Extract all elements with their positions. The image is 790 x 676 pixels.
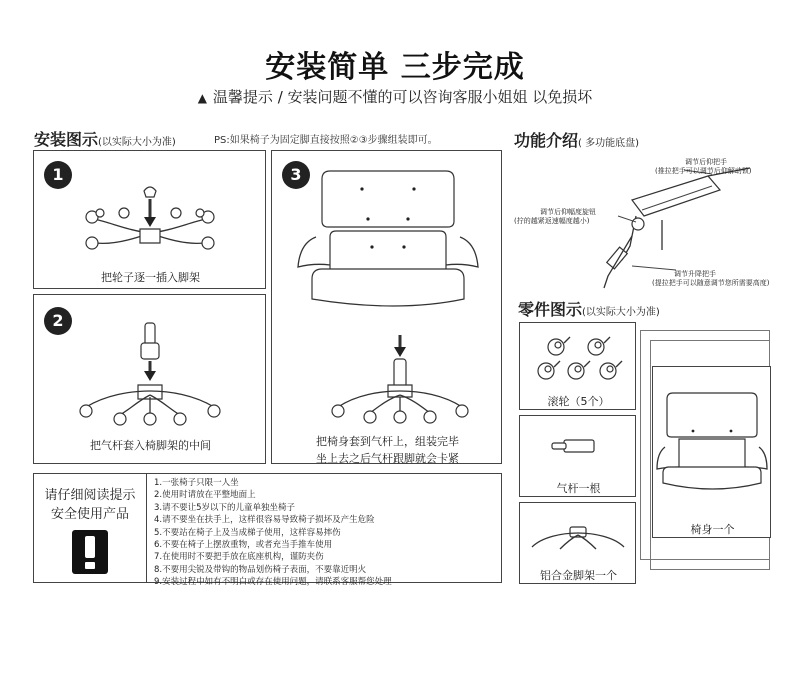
feature-label-height-handle-title: 调节升降把手: [674, 270, 716, 278]
step-2-number: 2: [44, 307, 72, 335]
feature-label-recline-handle-note: (推拉把手可以调节后仰解动锁): [655, 167, 752, 175]
part-chair-body-panel: [652, 366, 771, 538]
part-gas-lift-label: 气杆一根: [556, 482, 601, 495]
feature-label-height-handle-note: (提拉把手可以随意调节您所需要高度): [652, 279, 770, 287]
step-1-caption: 把轮子逐一插入脚架: [101, 271, 200, 284]
safety-rule: 3.请不要让5岁以下的儿童单独坐椅子: [154, 502, 296, 513]
step-3-caption-line1: 把椅身套到气杆上，组装完毕: [316, 435, 459, 448]
safety-title-line2: 安全使用产品: [50, 507, 129, 522]
subtitle-text: 温馨提示 / 安装问题不懂的可以咨询客服小姐姐 以免损坏: [212, 88, 593, 106]
step-3-caption-line2: 坐上去之后气杆跟脚就会卡紧: [316, 452, 459, 465]
install-heading-note: (以实际大小为准): [98, 137, 176, 148]
safety-rule: 4.请不要坐在扶手上，这样很容易导致椅子损坏及产生危险: [154, 515, 375, 526]
feature-label-tension-knob-title: 调节后仰幅度旋钮: [540, 208, 596, 216]
step-1-number: 1: [44, 161, 72, 189]
exclamation-icon: [72, 530, 108, 574]
features-heading-note: ( 多功能底盘): [578, 138, 639, 149]
step-2-caption: 把气杆套入椅脚架的中间: [90, 439, 211, 452]
safety-title-line1: 请仔细阅读提示: [44, 488, 136, 503]
step-3-panel: [271, 150, 502, 464]
part-gas-lift-panel: [519, 415, 636, 497]
safety-rule: 8.不要用尖锐及带钩的物品划伤椅子表面，不要靠近明火: [154, 564, 367, 575]
warning-triangle-icon: ▲: [197, 91, 207, 105]
feature-label-recline-handle: [655, 158, 751, 176]
safety-rule: 1.一张椅子只限一人坐: [154, 478, 239, 488]
safety-rule: 5.不要站在椅子上及当成梯子使用，这样容易摔伤: [154, 527, 341, 538]
safety-panel: [33, 473, 502, 588]
safety-divider: [146, 474, 147, 582]
feature-label-tension-knob: [514, 208, 596, 226]
safety-rule: 7.在使用时不要把手放在底座机构，谨防夹伤: [154, 552, 324, 563]
install-ps-note: PS:如果椅子为固定脚直接按照②③步骤组装即可。: [214, 135, 438, 146]
part-casters-panel: [519, 322, 636, 410]
step-3-illustration: [272, 151, 503, 465]
safety-rules-list: [154, 477, 499, 589]
feature-label-tension-knob-note: (拧的越紧返速幅度越小): [514, 217, 590, 225]
safety-rule: 6.不要在椅子上摆放重物，或者充当手推车使用: [154, 540, 333, 551]
step-1-panel: [33, 150, 266, 289]
step-3-number: 3: [282, 161, 310, 189]
step-3-caption: [272, 433, 503, 467]
safety-rule: 9.安装过程中如有不明白或存在使用问题，请联系客服帮您处理: [154, 577, 392, 588]
feature-label-recline-handle-title: 调节后仰把手: [685, 158, 727, 166]
part-base-panel: [519, 502, 636, 584]
install-heading: 安装图示(以实际大小为准): [34, 130, 176, 149]
page-title: 安装简单 三步完成: [265, 50, 525, 85]
subtitle: [0, 86, 790, 107]
parts-heading-note: (以实际大小为准): [582, 307, 660, 318]
safety-rule: 2.使用时请放在平整地面上: [154, 490, 256, 501]
step-2-panel: [33, 294, 266, 464]
part-base-label: 铝合金脚架一个: [540, 569, 617, 582]
part-chair-body-illustration: [653, 367, 772, 539]
part-chair-body-label: 椅身一个: [690, 523, 735, 536]
part-casters-label: 滚轮（5个）: [547, 395, 610, 408]
feature-label-height-handle: [652, 270, 769, 288]
features-heading: 功能介绍( 多功能底盘): [514, 131, 639, 150]
parts-heading: 零件图示(以实际大小为准): [518, 300, 660, 319]
safety-title: [34, 486, 146, 524]
